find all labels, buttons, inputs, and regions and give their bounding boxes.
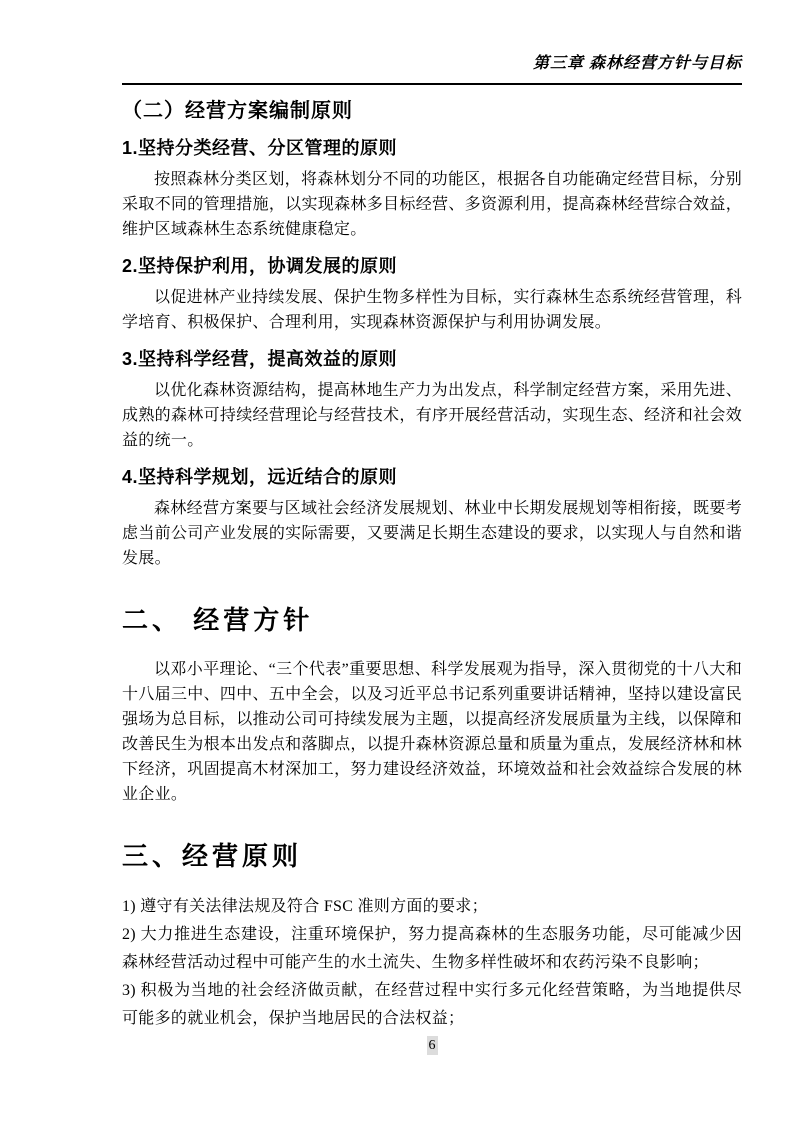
principle-2-body: 以促进林产业持续发展、保护生物多样性为目标，实行森林生态系统经营管理，科学培育、积极保护、合理利用，实现森林资源保护与利用协调发展。	[122, 289, 742, 331]
principle-2-heading: 2.坚持保护利用，协调发展的原则	[122, 256, 398, 276]
list-item-2: 2) 大力推进生态建设，注重环境保护，努力提高森林的生态服务功能，尽可能减少因森林经营活动过程中可能产生的水土流失、生物多样性破坏和农药污染不良影响；	[122, 926, 742, 971]
section-three-title: 三、经营原则	[122, 841, 303, 871]
principle-3-body: 以优化森林资源结构，提高林地生产力为出发点，科学制定经营方案，采用先进、成熟的森林可持续经营理论与经营技术，有序开展经营活动，实现生态、经济和社会效益的统一。	[122, 382, 742, 449]
principle-block-4	[122, 465, 742, 571]
chapter-header-title: 第三章 森林经营方针与目标	[532, 55, 742, 72]
principle-1-body: 按照森林分类区划，将森林划分不同的功能区，根据各自功能确定经营目标，分别采取不同的管理措施，以实现森林多目标经营、多资源利用，提高森林经营综合效益，维护区域森林生态系统健康稳定。	[122, 171, 742, 238]
principle-3-heading: 3.坚持科学经营，提高效益的原则	[122, 349, 398, 369]
principle-block-3	[122, 347, 742, 453]
page-number: 6	[428, 1038, 436, 1053]
section-two-body: 以邓小平理论、“三个代表”重要思想、科学发展观为指导，深入贯彻党的十八大和十八届三中、四中、五中全会，以及习近平总书记系列重要讲话精神，坚持以建设富民强场为总目标，以推动公司可持续发展为主题，以提高经济发展质量为主线，以保障和改善民生为根本出发点和落脚点，以提升森林资源总量和质量为重点，发展经济林和林下经济，巩固提高木材深加工，努力建设经济效益，环境效益和社会效益综合发展的林业企业。	[122, 661, 742, 803]
operating-principles-list	[122, 893, 742, 1033]
page-footer	[122, 1036, 742, 1055]
principle-block-2	[122, 254, 742, 335]
list-item-1: 1) 遵守有关法律法规及符合 FSC 准则方面的要求；	[122, 898, 488, 915]
list-item-3: 3) 积极为当地的社会经济做贡献，在经营过程中实行多元化经营策略，为当地提供尽可能多的就业机会，保护当地居民的合法权益；	[122, 982, 742, 1027]
page-header	[122, 54, 742, 85]
subsection-title: （二）经营方案编制原则	[122, 100, 353, 122]
section-two-title: 二、 经营方针	[122, 605, 314, 635]
content-area	[122, 0, 742, 1033]
principle-block-1	[122, 136, 742, 242]
principle-4-body: 森林经营方案要与区域社会经济发展规划、林业中长期发展规划等相衔接，既要考虑当前公司产业发展的实际需要，又要满足长期生态建设的要求，以实现人与自然和谐发展。	[122, 500, 742, 567]
principle-1-heading: 1.坚持分类经营、分区管理的原则	[122, 138, 398, 158]
principle-4-heading: 4.坚持科学规划，远近结合的原则	[122, 467, 398, 487]
